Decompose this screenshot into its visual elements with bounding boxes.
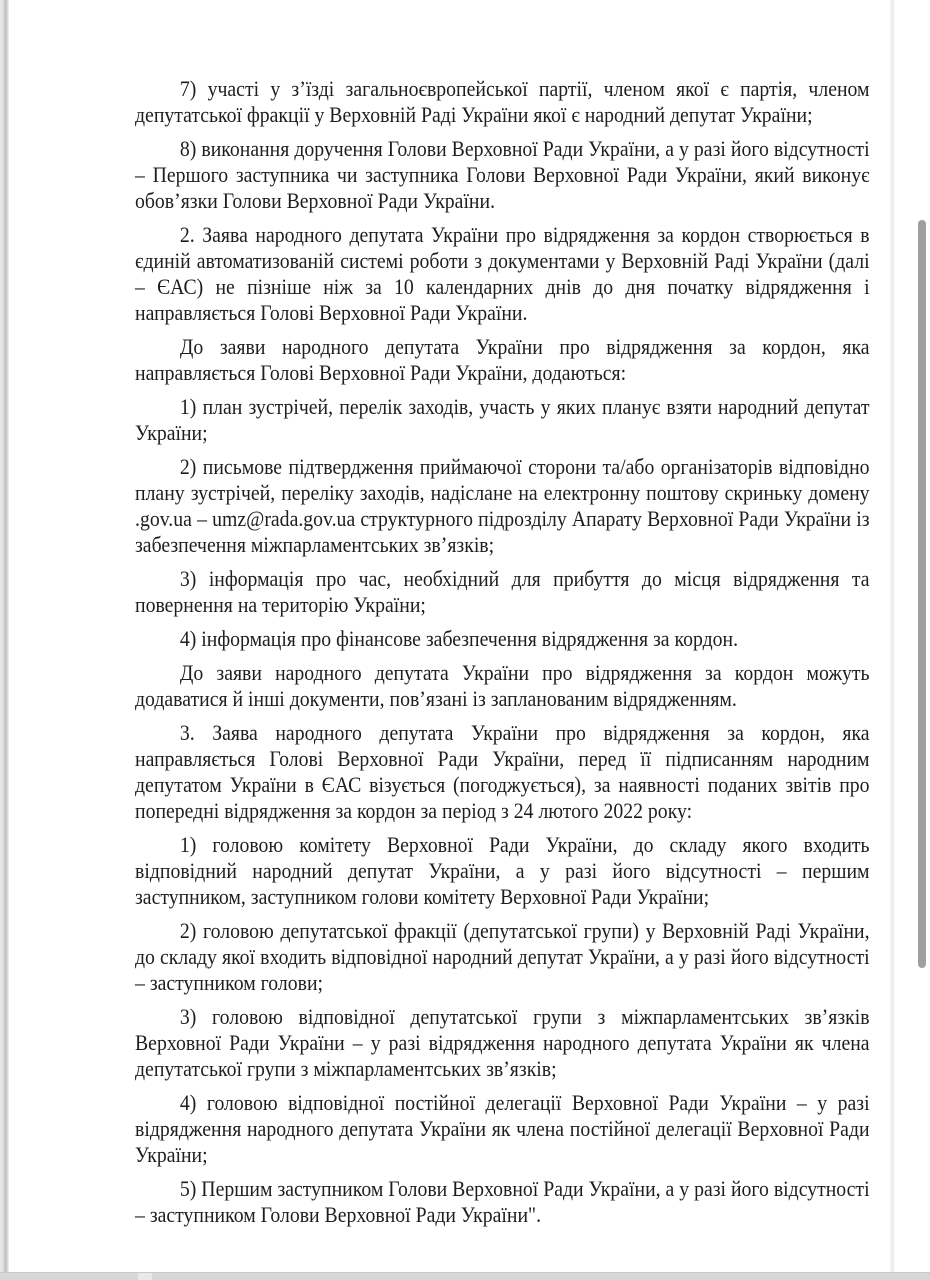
paragraph: 2) письмове підтвердження приймаючої сторони та/або організаторів відповідно плану зустрічей, переліку заходів, надіслане на електронну поштову скриньку домену .gov.ua – umz@rada.gov.ua структурного підрозділу Апарату Верховної Ради України із забезпечення міжпарламентських зв’язків; xyxy=(135,454,870,557)
paragraph: 4) інформація про фінансове забезпечення відрядження за кордон. xyxy=(179,626,739,651)
page-right-edge xyxy=(889,0,895,1280)
paragraph: 4) головою відповідної постійної делегації Верховної Ради України – у разі відрядження народного депутата України як члена постійної делегації Верховної Ради України; xyxy=(135,1090,870,1167)
paragraph: 5) Першим заступником Голови Верховної Ради України, а у разі його відсутності – заступником Голови Верховної Ради України". xyxy=(135,1176,870,1227)
bottom-edge-notch xyxy=(138,1273,152,1280)
paragraph: 2. Заява народного депутата України про відрядження за кордон створюється в єдиній автоматизованій системі роботи з документами у Верховній Раді України (далі – ЄАС) не пізніше ніж за 10 календарних днів до дня початку відрядження і направляється Голові Верховної Ради України. xyxy=(135,222,870,325)
scrollbar-thumb[interactable] xyxy=(918,220,926,968)
paragraph: 3) інформація про час, необхідний для прибуття до місця відрядження та повернення на територію України; xyxy=(135,566,870,617)
paragraph: 2) головою депутатської фракції (депутатської групи) у Верховній Раді України, до складу якої входить відповідної народний депутат України, а у разі його відсутності – заступником голови; xyxy=(135,918,870,995)
paragraph: 1) головою комітету Верховної Ради України, до складу якого входить відповідний народний депутат України, а у разі його відсутності – першим заступником, заступником голови комітету Верховної Ради України; xyxy=(135,832,870,909)
paragraph: 1) план зустрічей, перелік заходів, участь у яких планує взяти народний депутат України; xyxy=(135,394,870,445)
viewer-bottom-edge xyxy=(0,1272,930,1280)
paragraph: 3) головою відповідної депутатської групи з міжпарламентських зв’язків Верховної Ради України – у разі відрядження народного депутата України як члена депутатської групи з міжпарламентських зв’язків; xyxy=(135,1004,870,1081)
document-text xyxy=(135,76,870,1236)
paragraph: 8) виконання доручення Голови Верховної Ради України, а у разі його відсутності – Першого заступника чи заступника Голови Верховної Ради України, який виконує обов’язки Голови Верховної Ради України. xyxy=(135,136,870,213)
paragraph: До заяви народного депутата України про відрядження за кордон, яка направляється Голові Верховної Ради України, додаються: xyxy=(135,334,870,385)
paragraph: До заяви народного депутата України про відрядження за кордон можуть додаватися й інші документи, пов’язані із запланованим відрядженням. xyxy=(135,660,870,711)
paragraph: 7) участі у з’їзді загальноєвропейської партії, членом якої є партія, членом депутатської фракції у Верховній Раді України якої є народний депутат України; xyxy=(135,76,870,127)
page-left-edge xyxy=(0,0,9,1280)
paragraph: 3. Заява народного депутата України про відрядження за кордон, яка направляється Голові Верховної Ради України, перед її підписанням народним депутатом України в ЄАС візується (погоджується), за наявності поданих звітів про попередні відрядження за кордон за період з 24 лютого 2022 року: xyxy=(135,720,870,823)
